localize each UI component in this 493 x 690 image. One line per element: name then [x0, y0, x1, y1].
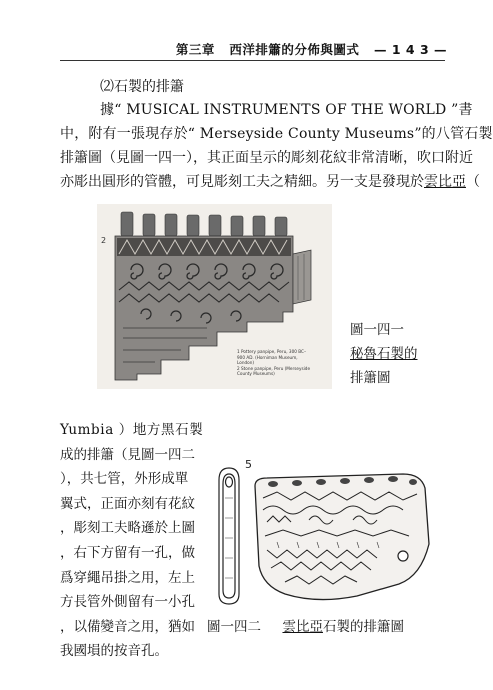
running-header: [176, 40, 447, 58]
paragraph-1-line-1: 據“ MUSICAL INSTRUMENTS OF THE WORLD ”書: [100, 102, 473, 118]
figure-141-note-line: County Museums): [237, 371, 275, 377]
figure-141-caption-label: 圖一四一: [350, 322, 404, 338]
section-heading: ⑵石製的排簫: [100, 79, 184, 95]
paragraph-2-line: ，彫刻工夫略遜於上圖: [60, 520, 195, 537]
header-rule: [60, 60, 445, 61]
chapter-title: 西洋排簫的分佈與圖式: [229, 42, 360, 57]
paragraph-2-line: 我國塤的按音孔。: [60, 643, 168, 660]
paragraph-2-line: ，右下方留有一孔，做: [60, 544, 195, 561]
figure-141-caption-title: 秘魯石製的: [350, 346, 418, 362]
figure-142-drawing: [207, 458, 440, 608]
paragraph-2-line: 成的排簫（見圖一四二: [60, 446, 195, 463]
figure-141-number: 2: [101, 236, 107, 245]
figure-141-note-line: 2 Stone panpipe, Peru (Merseyside: [237, 365, 311, 371]
chapter-label: 第三章: [175, 42, 215, 57]
paragraph-1-line-3: 排簫圖（見圖一四一），其正面呈示的彫刻花紋非常清晰，吹口附近: [60, 150, 473, 166]
figure-142-number: 5: [245, 458, 252, 471]
figure-142-caption-place: 雲比亞: [282, 619, 323, 635]
figure-141-caption-title-2: 排簫圖: [350, 370, 391, 386]
figure-141-photo: [97, 204, 332, 389]
page-number: — 1 4 3 —: [374, 42, 447, 57]
figure-142-caption: [207, 615, 404, 635]
yumbia-panpipe-illustration: [207, 458, 440, 608]
paragraph-2-line: ），共七管，外形成單: [60, 471, 189, 488]
figure-141-notes: [237, 349, 329, 377]
figure-142-caption-label: 圖一四二: [207, 619, 261, 635]
paragraph-2-line: 翼式，正面亦刻有花紋: [60, 495, 195, 512]
figure-141-caption: [350, 318, 418, 390]
figure-141-note-line: 1 Pottery panpipe, Peru, 300 BC–: [237, 349, 307, 354]
paragraph-1-line-4: [60, 170, 480, 194]
paragraph-1-line-4-text: 亦彫出圓形的管體，可見彫刻工夫之精細。另一支是發現於: [60, 174, 424, 190]
paragraph-1-line-4-bracket: （: [466, 174, 480, 190]
place-name-yumbia: 雲比亞: [424, 174, 466, 190]
figure-141-note-line: London): [237, 360, 254, 366]
figure-141-note-line: 900 AD. (Horniman Museum,: [237, 354, 298, 360]
paragraph-1: [60, 98, 493, 194]
paragraph-2: [60, 418, 204, 664]
figure-142-caption-title: 石製的排簫圖: [322, 619, 404, 635]
paragraph-2-line: ，以備變音之用，猶如: [60, 618, 195, 635]
paragraph-2-line: 方長管外側留有一小孔: [60, 594, 195, 611]
paragraph-2-line: 爲穿繩吊掛之用，左上: [60, 569, 195, 586]
paragraph-2-line: Yumbia ）地方黑石製: [60, 422, 204, 438]
paragraph-1-line-2: 中，附有一張現存於“ Merseyside County Museums”的八管石製: [60, 126, 493, 142]
